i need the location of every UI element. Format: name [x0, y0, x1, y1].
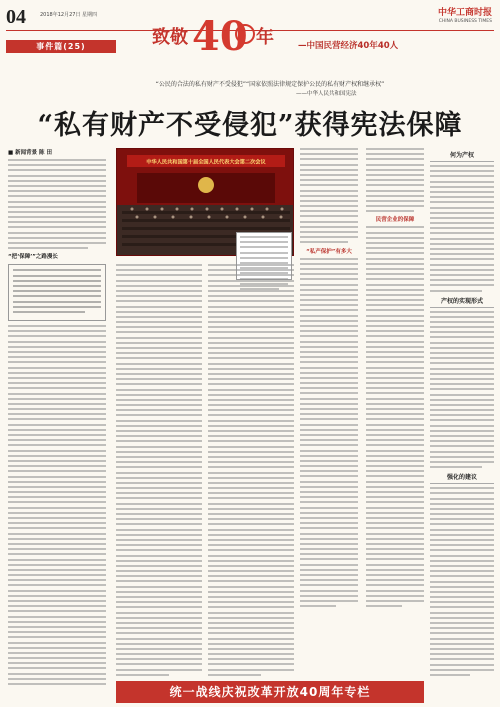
left-body-1 — [8, 159, 106, 249]
paper-name: 中华工商时报 — [437, 8, 492, 18]
sidebar-title-2: 产权的实现形式 — [430, 296, 494, 308]
headline: “私有财产不受侵犯”获得宪法保障 — [37, 110, 463, 141]
box-heading: “私产保护”有多大 — [306, 248, 352, 255]
sidebar-body-3 — [430, 487, 494, 676]
left-column — [8, 148, 106, 688]
left-heading: ■ 新闻背景 陈 田 — [8, 150, 52, 156]
sidebar — [430, 146, 494, 686]
byline: ——中华人民共和国宪法 — [296, 91, 357, 97]
kicker: “公民的合法的私有财产不受侵犯”“国家依照法律规定保护公民的私有财产权和继承权” — [155, 81, 385, 88]
logo-word2: 年 — [256, 27, 274, 48]
middle-body-col-2 — [208, 264, 294, 684]
section-tag: 事件篇(25) — [6, 40, 116, 53]
logo-word: 致敬 — [152, 27, 188, 48]
page-number: 04 — [6, 6, 26, 28]
right-body-col-2 — [366, 148, 424, 668]
sidebar-body-1 — [430, 165, 494, 292]
box-heading-2: 民营企业的保障 — [375, 217, 415, 224]
right-body-col-1 — [300, 148, 358, 668]
middle-body — [116, 264, 294, 684]
sidebar-body-2 — [430, 311, 494, 469]
sidebar-title-1: 何为产权 — [430, 150, 494, 162]
photo-banner-text: 中华人民共和国第十届全国人民代表大会第二次会议 — [146, 159, 266, 166]
logo-banner: —中国民营经济40年40人 — [298, 41, 399, 51]
anniversary-logo — [142, 10, 292, 54]
footer-banner: 统一战线庆祝改革开放40周年专栏 — [116, 681, 424, 703]
left-subhead: “把‘保障’”之路漫长 — [8, 254, 58, 261]
middle-column — [116, 148, 294, 688]
paper-subtitle: CHINA BUSINESS TIMES — [438, 19, 492, 24]
sidebar-title-3: 强化的建议 — [430, 472, 494, 484]
right-column — [300, 148, 424, 688]
pull-quote-box — [8, 264, 106, 321]
logo-number: 40 — [192, 13, 248, 54]
left-body-2 — [8, 325, 106, 688]
middle-body-col-1 — [116, 264, 202, 684]
date-line: 2018年12月27日 星期四 — [40, 12, 98, 18]
masthead — [0, 0, 500, 66]
